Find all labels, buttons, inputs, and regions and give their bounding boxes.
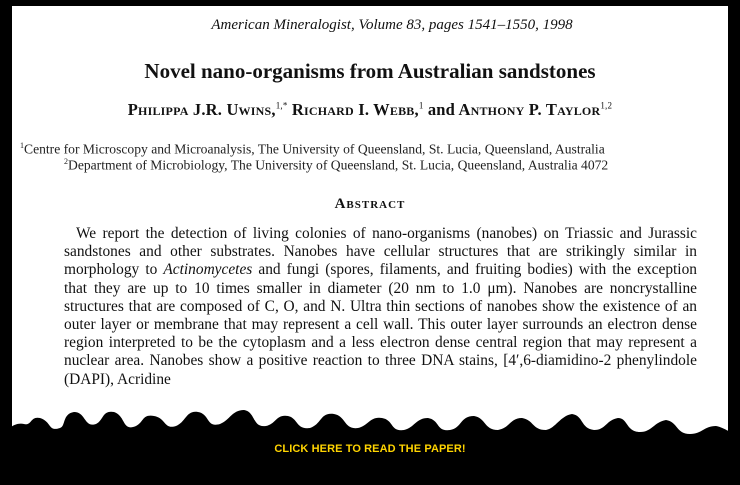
journal-citation: American Mineralogist, Volume 83, pages 1541–1550, 1998	[211, 17, 573, 33]
author-name: Richard I. Webb,	[291, 100, 419, 119]
author-affiliation-mark: 1	[418, 100, 424, 111]
author-affiliation-mark: 1,*	[275, 100, 288, 111]
paper-title: Novel nano-organisms from Australian sandstones	[144, 59, 596, 83]
author-name: Philippa J.R. Uwins,	[127, 100, 276, 119]
author-separator: and	[427, 100, 456, 119]
affiliation-mark: 1	[20, 141, 24, 150]
abstract-text: We report the detection of living colonies of nano-organisms (nanobes) on Triassic and Jurassic sandstones and other substrates. Nanobes have cellular structures that are strikingly similar in morphology to Actinomycetes and fungi (spores, filaments, and fruiting bodies) with the exception that they are up to 10 times smaller in diameter (20 nm to 1.0 μm). Nanobes are noncrystalline structures that are composed of C, O, and N. Ultra thin sections of nanobes show the existence of an outer layer or membrane that may represent a cell wall. This outer layer surrounds an electron dense region interpreted to be the cytoplasm and a less electron dense central region that may represent a nuclear area. Nanobes show a positive reaction to three DNA stains, [4′,6-diamidino-2 phenylindole (DAPI), Acridine	[64, 225, 697, 388]
affiliation-1	[20, 141, 720, 158]
affiliation-mark: 2	[64, 157, 68, 166]
read-paper-link[interactable]: CLICK HERE TO READ THE PAPER!	[274, 443, 466, 455]
affiliation-text: Department of Microbiology, The University of Queensland, St. Lucia, Queensland, Australia 4072	[68, 157, 609, 173]
author-name: Anthony P. Taylor	[458, 100, 601, 119]
paper-excerpt	[12, 6, 728, 446]
abstract-heading: Abstract	[334, 196, 406, 212]
author-affiliation-mark: 1,2	[600, 100, 613, 111]
affiliation-2	[64, 157, 728, 174]
affiliation-text: Centre for Microscopy and Microanalysis, The University of Queensland, St. Lucia, Queensland, Australia	[24, 141, 605, 157]
author-line	[12, 100, 728, 120]
